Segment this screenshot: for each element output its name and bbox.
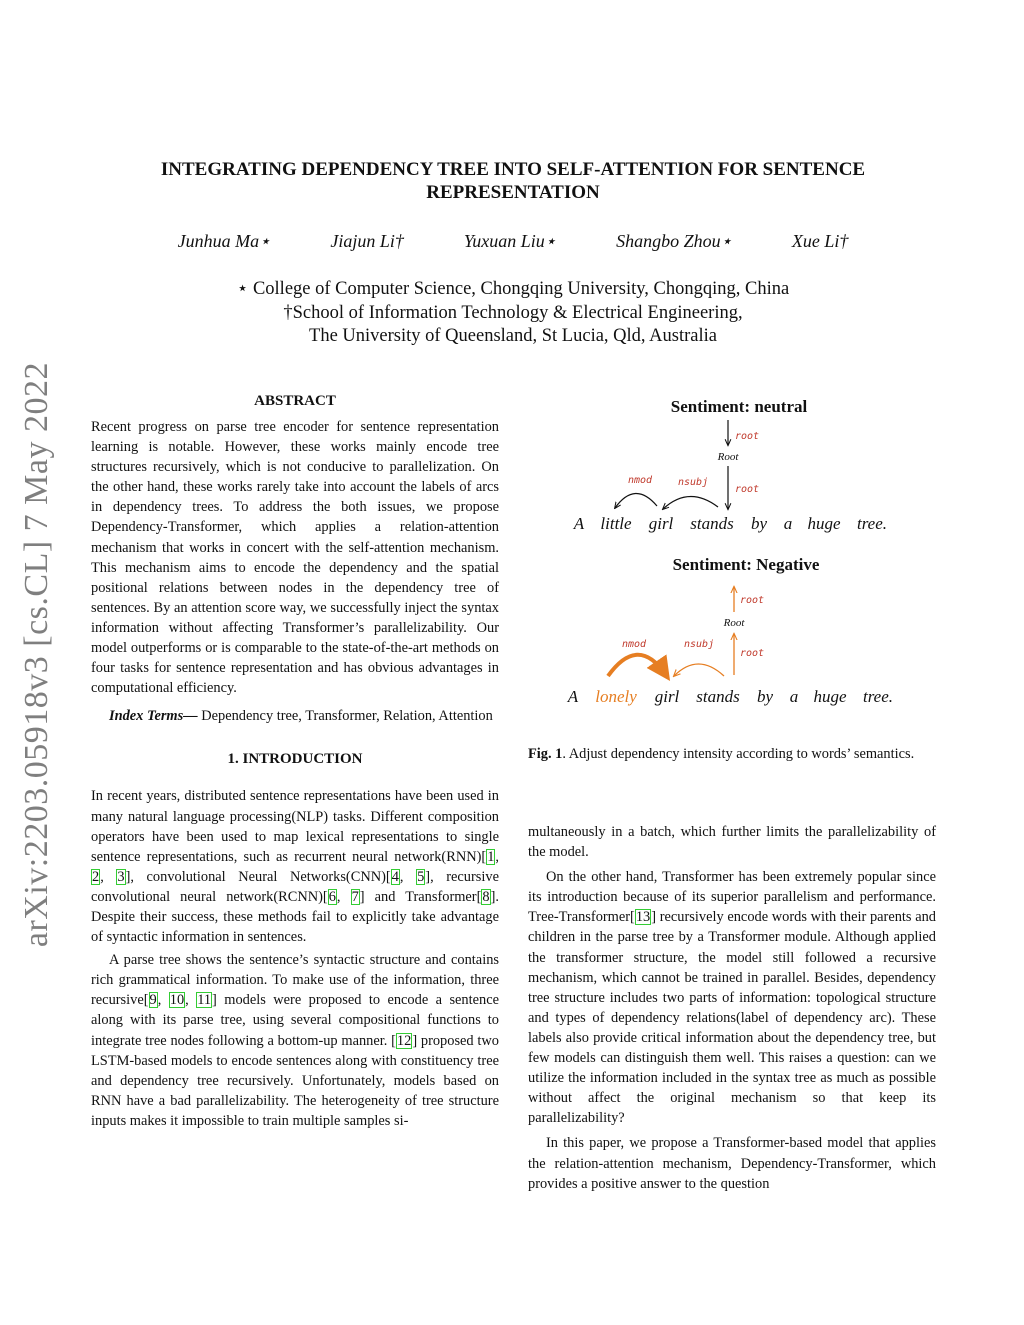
paper-title [100,158,926,204]
root-label-negative-2: root [740,648,765,659]
citation-link[interactable]: 6 [328,888,336,905]
citation-link[interactable]: 4 [391,868,399,885]
panel2-title: Sentiment: Negative [672,555,820,574]
author-name: Junhua Ma⋆ [177,231,271,251]
sentence-word: stands [690,514,734,533]
right-paragraph-1: multaneously in a batch, which further limits the parallelizability of the model. [528,824,936,861]
citation-link[interactable]: 11 [197,992,212,1009]
citation-link[interactable]: 8 [482,888,490,905]
figure-caption [528,744,936,764]
affiliation-line: ⋆ College of Computer Science, Chongqing University, Chongqing, China [236,279,790,299]
sentence-word: huge [807,514,841,533]
citation-link[interactable]: 13 [635,909,651,926]
index-terms [91,706,499,726]
abstract-text: Recent progress on parse tree encoder for sentence representation learning is notable. However, these works mainly encode tree structures recursively, which is not conducive to parallelization. On the other hand, these works rarely take into account the labels of arcs in dependency trees. To address the both issues, we propose Dependency-Transformer, which applies a relation-attention mechanism that works in concert with the self-attention mechanism. This mechanism aims to encode the dependency and the spatial positional relations between nodes in the dependency tree of sentences. By an attention score way, we successfully inject the syntax information without affecting Transformer’s parallelizability. Our model outperforms or is comparable to the state-of-the-art methods on four tasks for sentence representation and has obvious advantages in computational efficiency. [91,419,499,697]
intro-paragraph-2: A parse tree shows the sentence’s syntactic structure and contains rich grammatical information. To make use of the information, three recursive[9, 10, 11] models were proposed to encode a sentence along with its parse tree, using several compositional functions to integrate tree nodes following a bottom-up manner. [12] proposed two LSTM-based models to encode sentences along with constituency tree and dependency tree recursively. Unfortunately, models based on RNN have a bad parallelizability. The heterogeneity of tree structure inputs makes it impossible to train multiple samples si- [91,952,499,1129]
figure-1 [528,392,936,722]
panel1-title: Sentiment: neutral [670,397,808,416]
citation-link[interactable]: 5 [417,868,425,885]
right-paragraph-2: On the other hand, Transformer has been extremely popular since its introduction because of its superior parallelism and performance. Tree-Transformer[13] recursively encode words with their parents and children in the parse tree by a Transformer module. Although applied the transformer structure, the model still followed a recursive mechanism, which cannot be trained in parallel. Besides, dependency tree structure includes two parts of information: topological structure and types of dependency relations(label of dependency arc). These labels also provide critical information about the dependency tree, but few models can distinguish them well. This raises a question: can we utilize the information included in the syntax tree as much as possible without affect the original mechanism so that keep its parallelizability? [528,869,936,1127]
sentence-word: tree. [856,514,888,533]
arxiv-identifier: arXiv:2203.05918v3 [cs.CL] 7 May 2022 [18,362,55,948]
author-name: Shangbo Zhou⋆ [616,231,732,251]
citation-link[interactable]: 9 [149,992,157,1009]
sentence-word: stands [696,687,740,706]
nsubj-arc [663,496,718,509]
sentence-word: A [573,514,585,533]
root-label-2: root [735,484,760,495]
introduction-heading: 1. INTRODUCTION [227,751,363,768]
citation-link[interactable]: 3 [117,868,125,885]
nsubj-arc-negative [674,664,724,676]
nmod-arc [615,493,657,508]
sentence-word: by [756,687,774,706]
author-name: Yuxuan Liu⋆ [463,231,557,251]
nsubj-label: nsubj [678,477,709,488]
intro-paragraph-1: In recent years, distributed sentence representations have been used in many natural language processing(NLP) tasks. Different composition operators have been used to map lexical representations to single sentence representations, such as recurrent neural network(RNN)[1, 2, 3], convolutional Neural Networks(CNN)[4, 5], recursive convolutional neural network(RCNN)[6, 7] and Transformer[8]. Despite their success, these methods fail to explicitly take advantage of syntactic information in sentences. [91,788,499,946]
sentence-word: by [750,514,768,533]
index-terms-label: Index Terms— [109,708,198,725]
sentence-word: girl [654,687,680,706]
citation-link[interactable]: 12 [396,1032,412,1049]
dependency-tree-figure [528,392,936,722]
left-column [91,393,499,1131]
root-node-negative: Root [723,617,745,629]
citation-link[interactable]: 1 [487,848,495,865]
citation-link[interactable]: 7 [351,888,359,905]
nmod-arc-negative [608,655,666,676]
author-list [90,231,936,252]
root-label-negative: root [740,595,765,606]
affiliation-line: The University of Queensland, St Lucia, Qld, Australia [309,326,717,346]
nmod-label-negative: nmod [622,639,647,650]
nmod-label: nmod [628,475,653,486]
root-label: root [735,431,760,442]
citation-link[interactable]: 10 [169,992,185,1009]
highlighted-word: lonely [595,687,637,706]
affiliation-line: †School of Information Technology & Electrical Engineering, [283,302,743,323]
sentence-word: a [789,687,799,706]
author-name: Jiajun Li† [330,231,404,251]
citation-link[interactable]: 2 [92,868,100,885]
caption-label: Fig. 1 [528,746,563,762]
index-terms-text: Dependency tree, Transformer, Relation, Attention [197,708,493,725]
right-paragraph-3: In this paper, we propose a Transformer-based model that applies the relation-attention mechanism, Dependency-Transformer, which provides a positive answer to the question [528,1135,936,1192]
sentence-word: little [600,514,632,533]
caption-text: . Adjust dependency intensity according to words’ semantics. [562,746,915,762]
right-column [528,822,936,1194]
sentence-word: a [783,514,793,533]
nsubj-label-negative: nsubj [684,639,715,650]
sentence-word: A [567,687,579,706]
affiliations [100,278,926,349]
sentence-word: girl [648,514,674,533]
author-name: Xue Li† [791,231,849,251]
title-line-1: INTEGRATING DEPENDENCY TREE INTO SELF-ATTENTION FOR SENTENCE [160,159,866,180]
sentence-word: huge [813,687,847,706]
title-line-2: REPRESENTATION [426,182,600,203]
root-node: Root [717,451,739,463]
sentence-word: tree. [862,687,894,706]
abstract-heading: ABSTRACT [254,393,336,409]
